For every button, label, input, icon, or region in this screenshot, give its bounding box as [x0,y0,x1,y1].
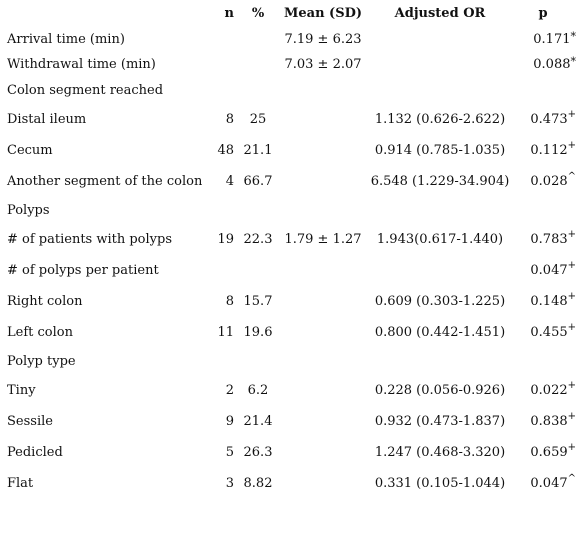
row-adjusted-or [370,77,510,104]
p-value-marker: + [567,229,576,240]
p-value-text: 0.088 [533,57,571,72]
row-p-value [510,317,582,348]
row-mean-sd: 7.03 ± 2.07 [284,57,362,72]
row-label: # of polyps per patient [7,263,159,278]
p-value-text: 0.047 [530,263,568,278]
table-row [0,166,582,197]
row-label: Arrival time (min) [7,31,125,47]
table-row [0,406,582,437]
row-mean-sd [276,77,370,104]
row-adjusted-or [370,26,510,52]
table-row [0,437,582,468]
header-p: p [538,5,548,21]
row-adjusted-or [370,197,510,224]
row-n: 48 [217,143,234,158]
row-mean-sd [276,166,370,197]
row-n: 19 [217,232,234,247]
row-mean-sd [276,255,370,286]
row-mean-sd [276,104,370,135]
row-adjusted-or [370,255,510,286]
p-value-text: 0.112 [530,143,568,158]
p-value-text: 0.047 [530,476,568,491]
row-n: 4 [225,174,234,189]
row-label: Tiny [7,383,36,398]
table-row [0,255,582,286]
row-percent: 6.2 [247,383,269,398]
table-row [0,348,582,375]
header-percent: % [251,5,265,21]
table-body [0,26,582,499]
p-value-text: 0.473 [530,112,568,127]
row-percent: 66.7 [243,174,273,189]
row-label: Sessile [7,414,53,429]
row-n [208,77,240,104]
row-mean-sd [276,348,370,375]
row-n [208,197,240,224]
table-row [0,104,582,135]
row-label: Polyp type [7,354,76,369]
row-adjusted-or: 1.247 (0.468-3.320) [374,445,506,460]
row-percent: 25 [249,112,267,127]
p-value-marker: + [567,291,576,302]
row-percent [240,77,276,104]
header-mean-sd: Mean (SD) [283,5,363,21]
row-p-value [510,255,582,286]
table-row [0,468,582,499]
p-value-text: 0.171 [533,31,571,47]
header-label [0,0,208,26]
p-value-text: 0.028 [530,174,568,189]
row-mean-sd [276,468,370,499]
row-label: Pedicled [7,445,63,460]
p-value-marker: ^ [567,171,576,182]
row-n: 3 [225,476,234,491]
row-percent: 19.6 [243,325,273,340]
p-value-marker: + [567,140,576,151]
row-p-value [510,437,582,468]
row-mean-sd [276,135,370,166]
table-row [0,26,582,52]
p-value-marker: + [567,260,576,271]
row-n [208,52,240,77]
header-row [0,0,582,26]
row-adjusted-or: 1.943(0.617-1.440) [376,232,504,247]
row-label: Left colon [7,325,73,340]
row-adjusted-or [370,348,510,375]
table-row [0,52,582,77]
row-p-value [510,286,582,317]
row-percent: 8.82 [243,476,273,491]
table-row [0,135,582,166]
table-row [0,317,582,348]
row-label: Distal ileum [7,112,87,127]
row-adjusted-or: 0.800 (0.442-1.451) [374,325,506,340]
row-adjusted-or [370,52,510,77]
row-p-value [510,52,582,77]
row-percent [240,197,276,224]
row-mean-sd [276,406,370,437]
row-p-value [510,26,582,52]
header-adjusted-or: Adjusted OR [394,5,486,21]
row-p-value [510,468,582,499]
row-n: 8 [225,112,234,127]
p-value-text: 0.659 [530,445,568,460]
table-row [0,224,582,255]
row-label: Cecum [7,143,53,158]
p-value-marker: * [570,29,576,43]
p-value-text: 0.148 [530,294,568,309]
row-percent [240,52,276,77]
p-value-marker: * [570,55,576,68]
row-mean-sd [276,437,370,468]
table-row [0,77,582,104]
p-value-marker: + [567,380,576,391]
table-row [0,375,582,406]
row-mean-sd [276,197,370,224]
row-percent: 15.7 [243,294,273,309]
p-value-text: 0.838 [530,414,568,429]
p-value-marker: + [567,109,576,120]
row-percent [240,348,276,375]
p-value-marker: + [567,442,576,453]
p-value-marker: + [567,411,576,422]
row-percent: 26.3 [243,445,273,460]
p-value-text: 0.455 [530,325,568,340]
row-p-value [510,104,582,135]
row-label: # of patients with polyps [7,232,173,247]
row-percent: 21.1 [243,143,273,158]
row-label: Colon segment reached [7,83,164,98]
row-p-value [510,348,582,375]
row-mean-sd [276,286,370,317]
row-percent [240,26,276,52]
row-n [208,26,240,52]
row-adjusted-or: 0.609 (0.303-1.225) [374,294,506,309]
p-value-text: 0.783 [530,232,568,247]
p-value-text: 0.022 [530,383,568,398]
row-mean-sd [276,375,370,406]
row-mean-sd: 1.79 ± 1.27 [284,232,362,247]
row-label: Flat [7,476,34,491]
row-p-value [510,77,582,104]
row-p-value [510,224,582,255]
row-n [208,348,240,375]
row-p-value [510,375,582,406]
row-label: Withdrawal time (min) [7,57,156,72]
table-row [0,197,582,224]
row-p-value [510,166,582,197]
row-label: Polyps [7,203,50,218]
table-row [0,286,582,317]
row-n: 8 [225,294,234,309]
row-adjusted-or: 1.132 (0.626-2.622) [374,112,506,127]
row-label: Right colon [7,294,83,309]
row-label: Another segment of the colon [7,174,203,189]
p-value-marker: + [567,322,576,333]
row-n [208,255,240,286]
row-mean-sd: 7.19 ± 6.23 [284,31,362,47]
row-adjusted-or: 0.914 (0.785-1.035) [374,143,506,158]
p-value-marker: ^ [567,473,576,484]
header-n: n [224,5,234,21]
row-adjusted-or: 0.932 (0.473-1.837) [374,414,506,429]
row-percent: 22.3 [243,232,273,247]
row-mean-sd [276,317,370,348]
row-p-value [510,406,582,437]
row-n: 9 [225,414,234,429]
row-n: 2 [225,383,234,398]
row-p-value [510,135,582,166]
row-percent [240,255,276,286]
row-n: 5 [225,445,234,460]
row-p-value [510,197,582,224]
row-n: 11 [217,325,234,340]
row-adjusted-or: 0.331 (0.105-1.044) [374,476,506,491]
row-adjusted-or: 6.548 (1.229-34.904) [370,174,510,189]
row-adjusted-or: 0.228 (0.056-0.926) [374,383,506,398]
row-percent: 21.4 [243,414,273,429]
